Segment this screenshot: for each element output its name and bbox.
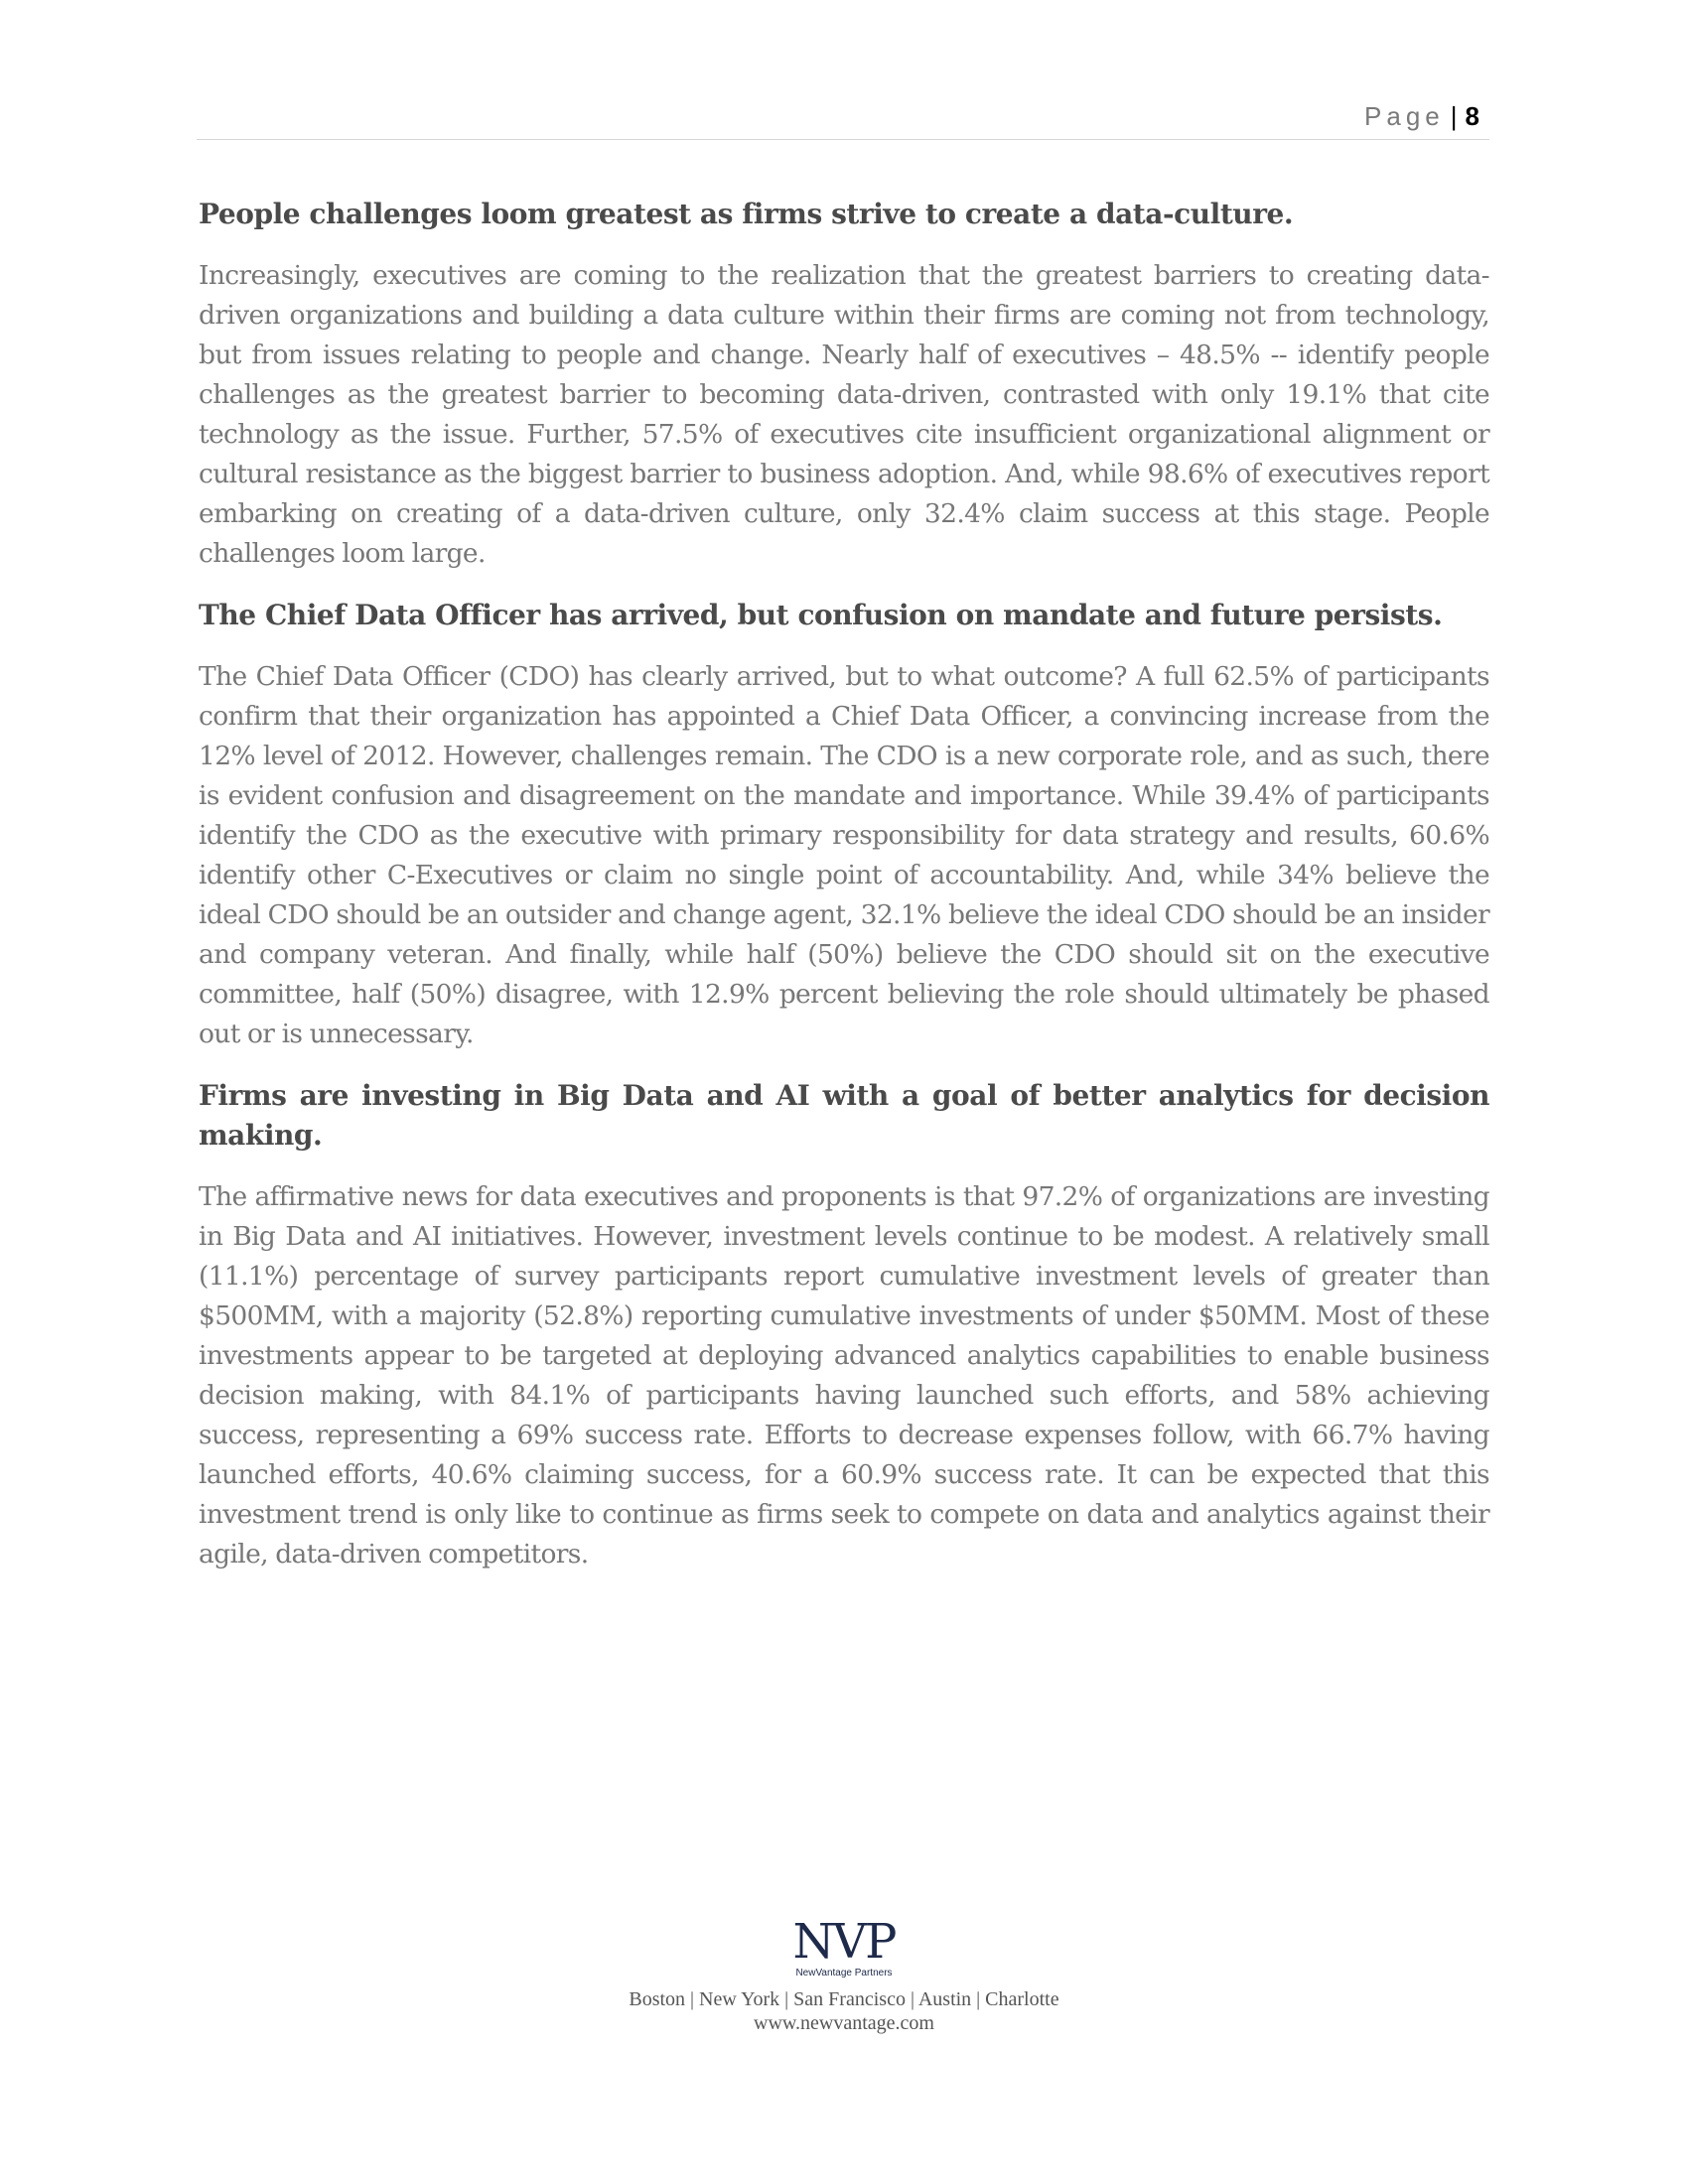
section-body-chief-data-officer: The Chief Data Officer (CDO) has clearly arrived, but to what outcome? A full 62.5% of participants confirm that their organization has appointed a Chief Data Officer, a convincing increase from the 12% level of 2012. However, challenges remain. The CDO is a new corporate role, and as such, there is evident confusion and disagreement on the mandate and importance. While 39.4% of participants identify the CDO as the executive with primary responsibility for data strategy and results, 60.6% identify other C-Executives or claim no single point of accountability. And, while 34% believe the ideal CDO should be an outsider and change agent, 32.1% believe the ideal CDO should be an insider and company veteran. And finally, while half (50%) believe the CDO should sit on the executive committee, half (50%) disagree, with 12.9% percent believing the role should ultimately be phased out or is unnecessary. (199, 661, 1489, 1049)
nvp-logo (792, 1914, 896, 1979)
footer-cities: Boston | New York | San Francisco | Austin | Charlotte (629, 1988, 1059, 2010)
page-header (197, 95, 1489, 140)
section-heading-big-data-ai: Firms are investing in Big Data and AI with a goal of better analytics for decision making. (199, 1079, 1489, 1152)
page-separator: | (1450, 101, 1458, 131)
footer-website-link[interactable]: www.newvantage.com (754, 2012, 934, 2034)
section-heading-people-challenges: People challenges loom greatest as firms strive to create a data-culture. (199, 198, 1294, 230)
document-body (199, 195, 1489, 1596)
page-number (1364, 101, 1479, 132)
section-body-big-data-ai: The affirmative news for data executives and proponents is that 97.2% of organizations are investing in Big Data and AI initiatives. However, investment levels continue to be modest. A relatively small (11.1%) percentage of survey participants report cumulative investment levels of greater than $500MM, with a majority (52.8%) reporting cumulative investments of under $50MM. Most of these investments appear to be targeted at deploying advanced analytics capabilities to enable business decision making, with 84.1% of participants having launched such efforts, and 58% achieving success, representing a 69% success rate. Efforts to decrease expenses follow, with 66.7% having launched efforts, 40.6% claiming success, for a 60.9% success rate. It can be expected that this investment trend is only like to continue as firms seek to compete on data and analytics against their agile, data-driven competitors. (199, 1181, 1489, 1570)
page-label: Page (1364, 101, 1445, 131)
logo-mark: NVP (792, 1914, 896, 1970)
section-heading-chief-data-officer: The Chief Data Officer has arrived, but confusion on mandate and future persists. (199, 599, 1443, 631)
page-number-value: 8 (1465, 101, 1479, 131)
page-footer (0, 1914, 1688, 2035)
section-body-people-challenges: Increasingly, executives are coming to the realization that the greatest barriers to creating data-driven organizations and building a data culture within their firms are coming not from technology, but from issues relating to people and change. Nearly half of executives – 48.5% -- identify people challenges as the greatest barrier to becoming data-driven, contrasted with only 19.1% that cite technology as the issue. Further, 57.5% of executives cite insufficient organizational alignment or cultural resistance as the biggest barrier to business adoption. And, while 98.6% of executives report embarking on creating of a data-driven culture, only 32.4% claim success at this stage. People challenges loom large. (199, 260, 1489, 569)
logo-subtitle: NewVantage Partners (795, 1968, 893, 1979)
